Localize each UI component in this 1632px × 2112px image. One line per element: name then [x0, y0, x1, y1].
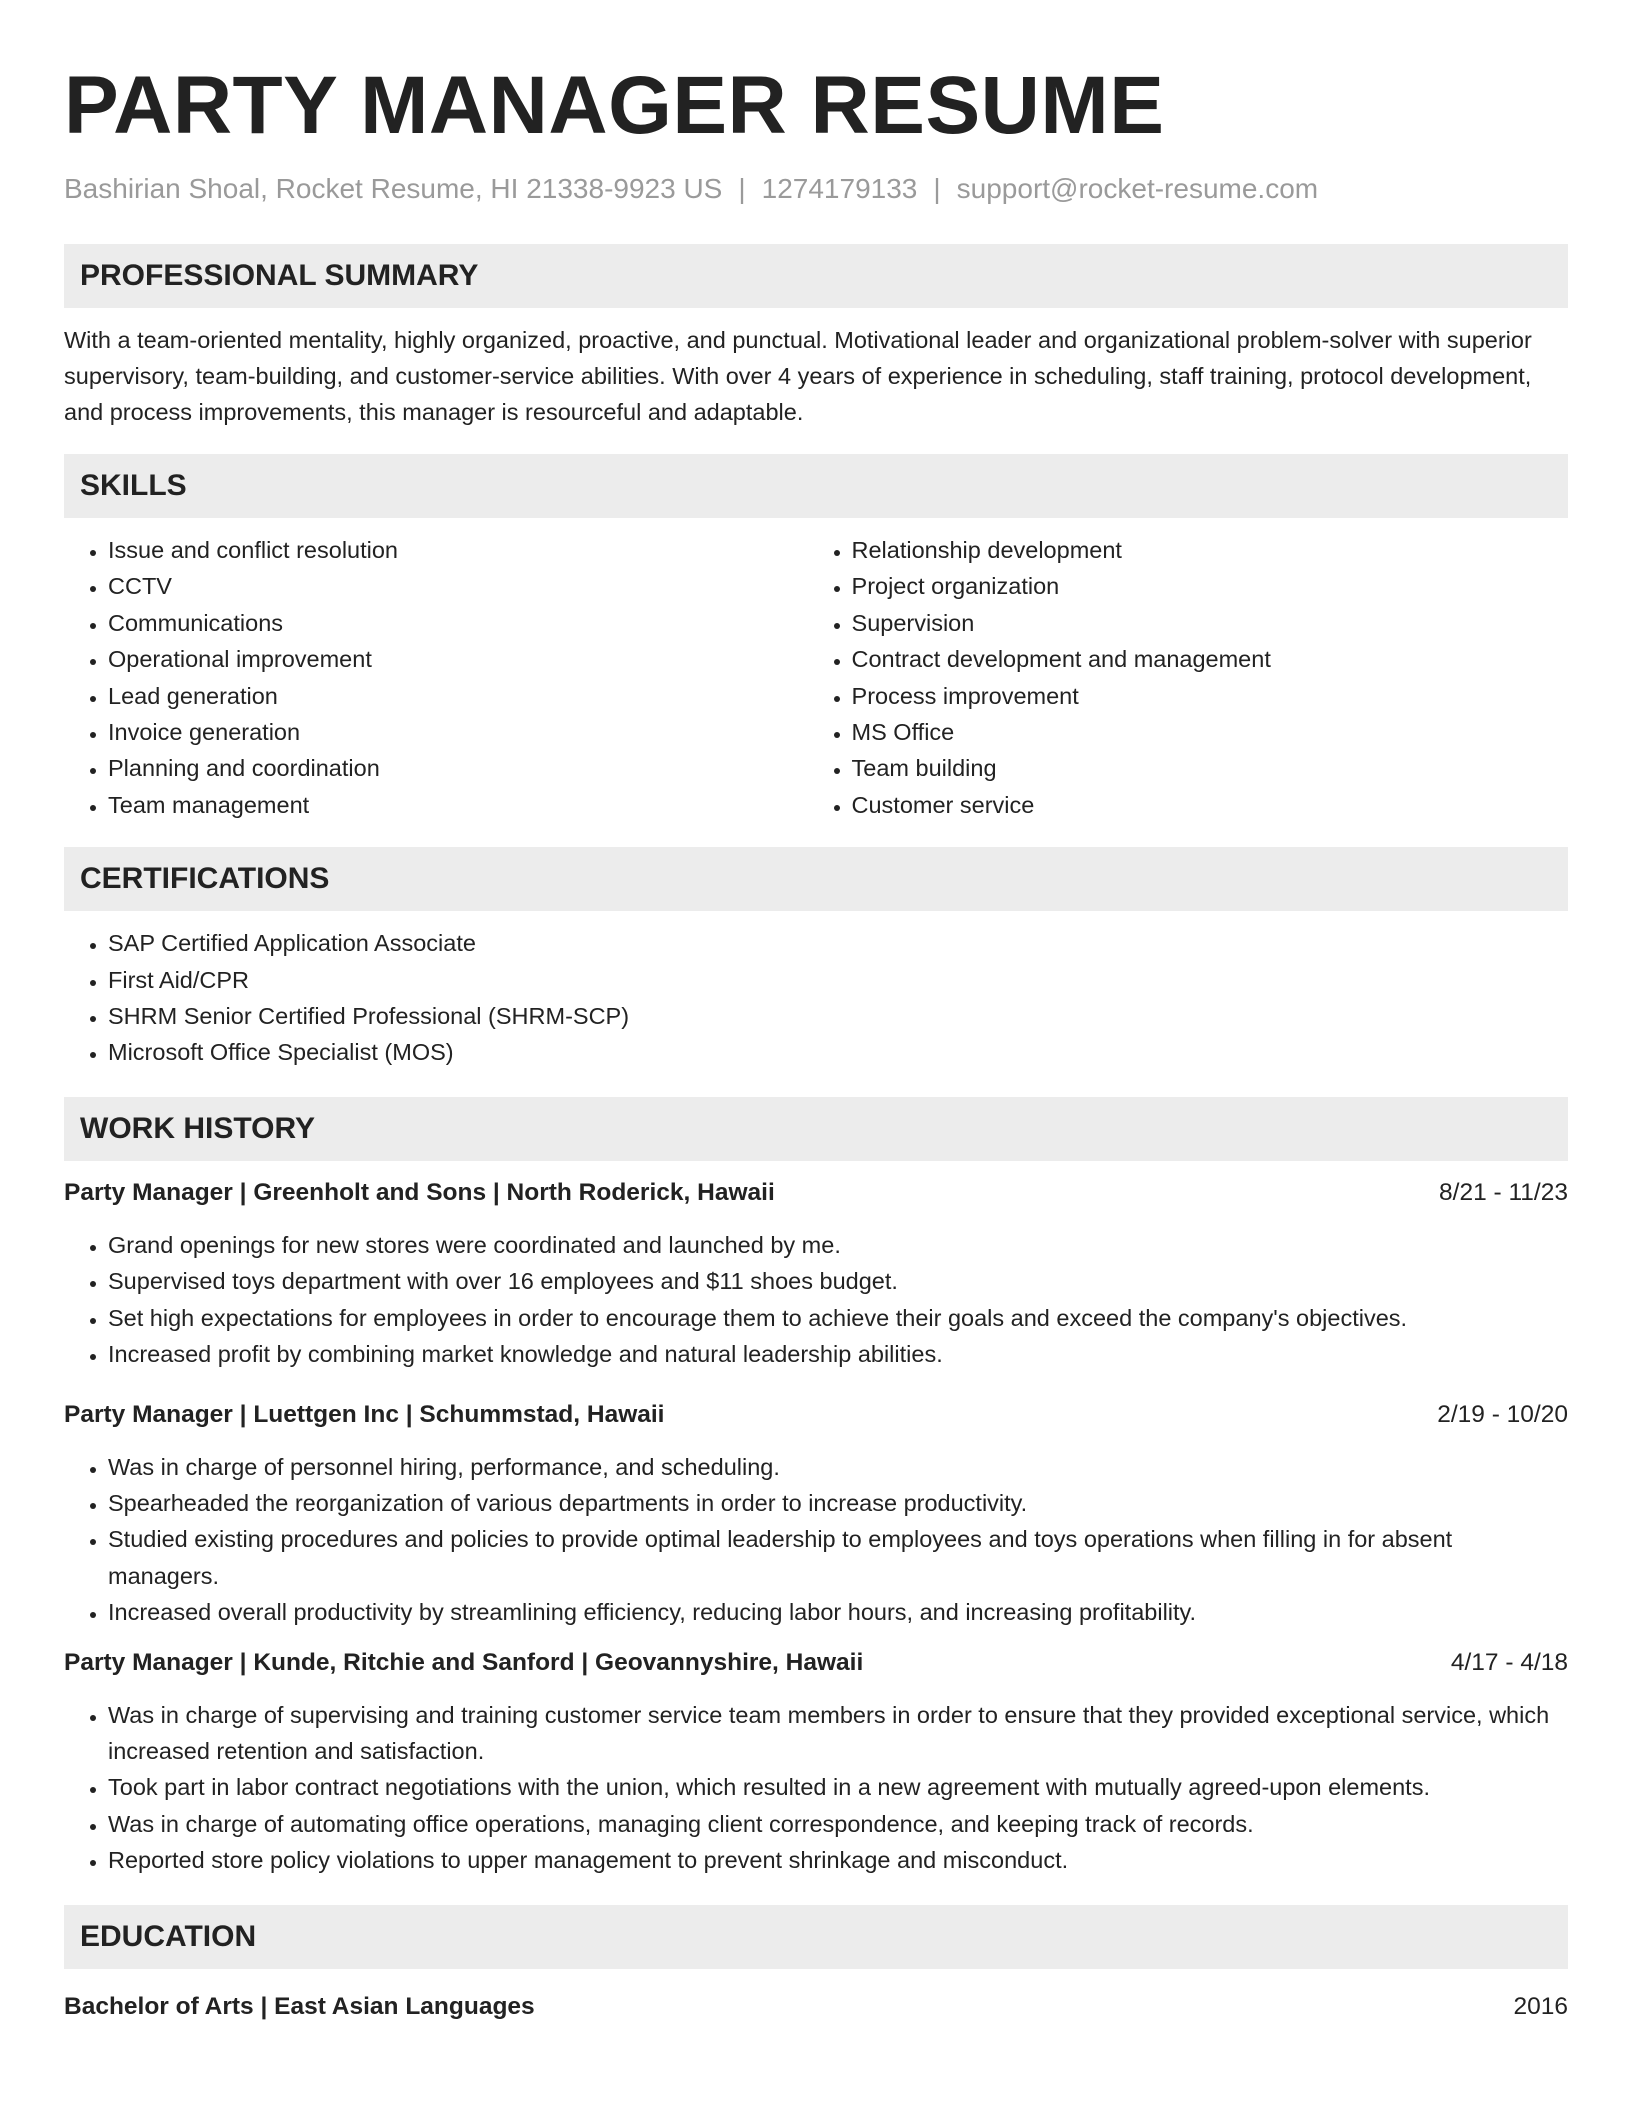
skill-item: • Relationship development: [852, 532, 1568, 568]
job-bullet: • Was in charge of supervising and training customer service team members in order to ensure that they provided exceptional service, which increased retention and satisfaction.: [108, 1697, 1568, 1770]
job-bullets: [64, 1227, 1568, 1373]
job-dates: 2/19 - 10/20: [1437, 1400, 1568, 1428]
job-title: Party Manager | Greenholt and Sons | North Roderick, Hawaii: [64, 1178, 775, 1206]
contact-line: [64, 172, 1568, 206]
job-bullets: [64, 1697, 1568, 1879]
contact-separator: |: [933, 173, 941, 204]
section-header-education: EDUCATION: [64, 1905, 1568, 1969]
job-bullet: • Spearheaded the reorganization of various departments in order to increase productivity.: [108, 1485, 1568, 1521]
certification-item: • SAP Certified Application Associate: [108, 925, 1568, 961]
job-dates: 4/17 - 4/18: [1450, 1648, 1568, 1676]
job-title: Party Manager | Kunde, Ritchie and Sanford | Geovannyshire, Hawaii: [64, 1648, 864, 1676]
job-bullet: • Grand openings for new stores were coordinated and launched by me.: [108, 1227, 1568, 1263]
skill-item: • Issue and conflict resolution: [108, 532, 808, 568]
certification-item: • First Aid/CPR: [108, 962, 1568, 998]
skill-item: • Planning and coordination: [108, 750, 808, 786]
skill-item: • Team management: [108, 787, 808, 823]
job-dates: 8/21 - 11/23: [1439, 1178, 1568, 1206]
job-bullet: • Was in charge of personnel hiring, performance, and scheduling.: [108, 1449, 1568, 1485]
skill-item: • Communications: [108, 605, 808, 641]
job-bullet: • Took part in labor contract negotiations with the union, which resulted in a new agreement with mutually agreed-upon elements.: [108, 1769, 1568, 1805]
job-bullet: • Increased profit by combining market knowledge and natural leadership abilities.: [108, 1336, 1568, 1372]
skill-item: • Process improvement: [852, 678, 1568, 714]
skill-item: • Lead generation: [108, 678, 808, 714]
section-header-certifications: CERTIFICATIONS: [64, 847, 1568, 911]
section-header-work-history: WORK HISTORY: [64, 1097, 1568, 1161]
job-bullet: • Reported store policy violations to upper management to prevent shrinkage and misconduct.: [108, 1842, 1568, 1878]
education-entry: [64, 1989, 1568, 2025]
section-header-summary: PROFESSIONAL SUMMARY: [64, 244, 1568, 308]
certification-item: • Microsoft Office Specialist (MOS): [108, 1034, 1568, 1070]
job-bullet: • Was in charge of automating office operations, managing client correspondence, and keeping track of records.: [108, 1806, 1568, 1842]
contact-separator: |: [738, 173, 746, 204]
contact-address: Bashirian Shoal, Rocket Resume, HI 21338-9923 US: [64, 173, 723, 204]
job-bullet: • Supervised toys department with over 16 employees and $11 shoes budget.: [108, 1263, 1568, 1299]
skill-item: • Invoice generation: [108, 714, 808, 750]
job-header: [64, 1175, 1568, 1211]
contact-email[interactable]: support@rocket-resume.com: [956, 173, 1319, 204]
skills-list: [64, 532, 1568, 823]
section-header-skills: SKILLS: [64, 454, 1568, 518]
job-header: [64, 1645, 1568, 1681]
skills-column-right: [808, 532, 1568, 823]
job-entry: [64, 1175, 1568, 1373]
job-entry: [64, 1645, 1568, 1879]
job-title: Party Manager | Luettgen Inc | Schummstad, Hawaii: [64, 1400, 665, 1428]
job-entry: [64, 1397, 1568, 1631]
skill-item: • Team building: [852, 750, 1568, 786]
summary-text: With a team-oriented mentality, highly organized, proactive, and punctual. Motivational leader and organizational problem-solver with superior supervisory, team-building, and customer-service abilities. With over 4 years of experience in scheduling, staff training, protocol development, and process improvements, this manager is resourceful and adaptable.: [64, 327, 1532, 425]
skill-item: • Contract development and management: [852, 641, 1568, 677]
skill-item: • Customer service: [852, 787, 1568, 823]
job-header: [64, 1397, 1568, 1433]
skill-item: • CCTV: [108, 568, 808, 604]
skill-item: • Supervision: [852, 605, 1568, 641]
skill-item: • Project organization: [852, 568, 1568, 604]
contact-phone: 1274179133: [761, 173, 918, 204]
certification-item: • SHRM Senior Certified Professional (SHRM-SCP): [108, 998, 1568, 1034]
skills-column-left: [64, 532, 808, 823]
page-title: PARTY MANAGER RESUME: [64, 60, 1165, 151]
job-bullet: • Set high expectations for employees in order to encourage them to achieve their goals and exceed the company's objectives.: [108, 1300, 1568, 1336]
skill-item: • MS Office: [852, 714, 1568, 750]
job-bullet: • Increased overall productivity by streamlining efficiency, reducing labor hours, and increasing profitability.: [108, 1594, 1568, 1630]
certifications-list: [64, 925, 1568, 1071]
education-year: 2016: [1513, 1992, 1568, 2020]
education-degree: Bachelor of Arts | East Asian Languages: [64, 1992, 535, 2020]
job-bullets: [64, 1449, 1568, 1631]
skill-item: • Operational improvement: [108, 641, 808, 677]
job-bullet: • Studied existing procedures and policies to provide optimal leadership to employees and toys operations when filling in for absent managers.: [108, 1521, 1568, 1594]
